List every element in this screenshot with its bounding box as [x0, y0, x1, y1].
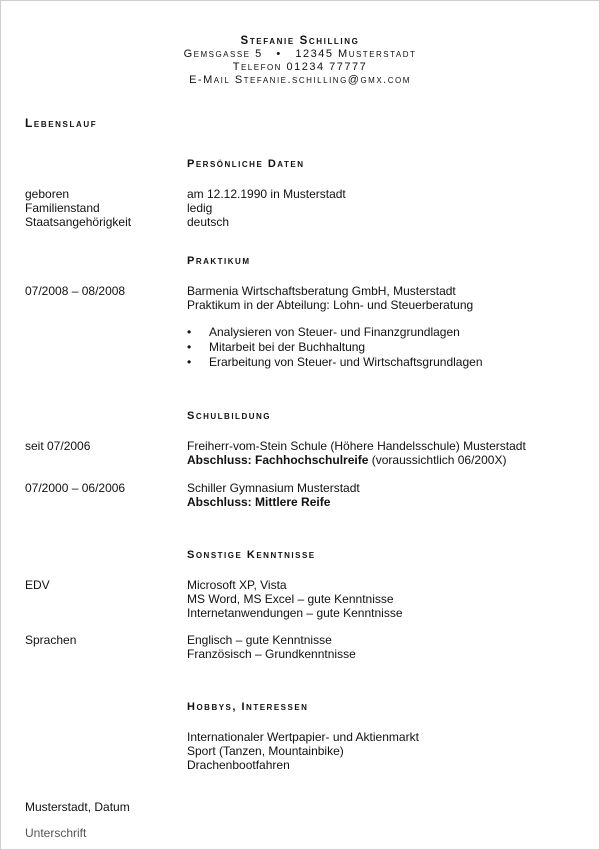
row-value: am 12.12.1990 in Musterstadt	[187, 187, 346, 201]
place-date: Musterstadt, Datum	[25, 800, 130, 814]
phone-line: Telefon 01234 77777	[232, 61, 368, 73]
hobby-item: Drachenbootfahren	[187, 758, 290, 772]
bullet-icon: •	[187, 340, 192, 354]
row-label: geboren	[25, 187, 70, 201]
degree-label: Abschluss: Mittlere Reife	[187, 495, 331, 509]
row-value: ledig	[187, 201, 213, 215]
email-line: E-Mail Stefanie.schilling@gmx.com	[189, 74, 411, 86]
document-title: Lebenslauf	[25, 116, 98, 130]
row-label: Staatsangehörigkeit	[25, 215, 132, 229]
edv-item: Internetanwendungen – gute Kenntnisse	[187, 606, 403, 620]
sprachen-item: Englisch – gute Kenntnisse	[187, 633, 332, 647]
list-item	[187, 355, 483, 370]
sprachen-label: Sprachen	[25, 633, 77, 647]
schule-degree	[187, 453, 506, 467]
praktikum-company: Barmenia Wirtschaftsberatung GmbH, Musterstadt	[187, 284, 456, 298]
schule-date: 07/2000 – 06/2006	[25, 481, 126, 495]
list-item-text: Erarbeitung von Steuer- und Wirtschaftsgrundlagen	[209, 355, 483, 369]
praktikum-role: Praktikum in der Abteilung: Lohn- und Steuerberatung	[187, 298, 474, 312]
schule-name: Schiller Gymnasium Musterstadt	[187, 481, 360, 495]
section-heading-praktikum: Praktikum	[187, 255, 251, 267]
address-line: Gemsgasse 5 • 12345 Musterstadt	[183, 48, 417, 60]
section-heading-schule: Schulbildung	[187, 410, 271, 422]
signature-label: Unterschrift	[25, 826, 87, 840]
schule-date: seit 07/2006	[25, 439, 91, 453]
sprachen-item: Französisch – Grundkenntnisse	[187, 647, 356, 661]
degree-label: Abschluss: Fachhochschulreife	[187, 453, 369, 467]
list-item-text: Mitarbeit bei der Buchhaltung	[209, 340, 366, 354]
bullet-icon: •	[187, 355, 192, 369]
applicant-name: Stefanie Schilling	[240, 35, 360, 47]
hobby-item: Internationaler Wertpapier- und Aktienmarkt	[187, 730, 419, 744]
hobby-item: Sport (Tanzen, Mountainbike)	[187, 744, 344, 758]
section-heading-personal: Persönliche Daten	[187, 158, 305, 170]
list-item	[187, 340, 483, 355]
praktikum-date: 07/2008 – 08/2008	[25, 284, 126, 298]
edv-label: EDV	[25, 578, 50, 592]
section-heading-kenntnisse: Sonstige Kenntnisse	[187, 549, 316, 561]
bullet-icon: •	[187, 325, 192, 339]
schule-name: Freiherr-vom-Stein Schule (Höhere Handelsschule) Musterstadt	[187, 439, 526, 453]
list-item	[187, 325, 483, 340]
row-value: deutsch	[187, 215, 230, 229]
degree-note: (voraussichtlich 06/200X)	[368, 453, 507, 467]
praktikum-task-list	[187, 325, 483, 370]
section-heading-hobbys: Hobbys, Interessen	[187, 701, 309, 713]
schule-degree	[187, 495, 330, 509]
edv-item: Microsoft XP, Vista	[187, 578, 287, 592]
edv-item: MS Word, MS Excel – gute Kenntnisse	[187, 592, 394, 606]
list-item-text: Analysieren von Steuer- und Finanzgrundlagen	[209, 325, 460, 339]
contact-header	[0, 35, 600, 87]
row-label: Familienstand	[25, 201, 100, 215]
